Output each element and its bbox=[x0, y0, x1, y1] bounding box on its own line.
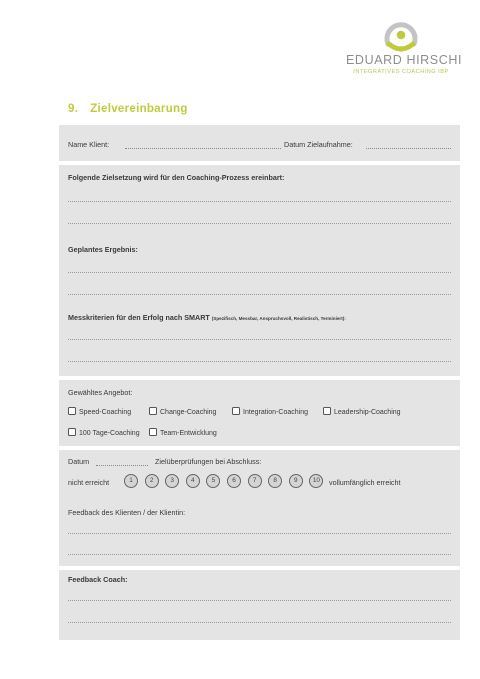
review-date-label: Datum bbox=[68, 457, 90, 466]
rating-circle-3[interactable]: 3 bbox=[165, 474, 179, 488]
person-ring-icon bbox=[381, 18, 421, 52]
rating-circle-10[interactable]: 10 bbox=[309, 474, 323, 488]
offer-option-integration[interactable] bbox=[232, 407, 308, 416]
offer-option-leadership[interactable] bbox=[323, 407, 401, 416]
date-intake-field[interactable] bbox=[366, 148, 451, 149]
not-reached-label: nicht erreicht bbox=[68, 478, 110, 487]
checkbox[interactable] bbox=[68, 428, 76, 436]
review-date-field[interactable] bbox=[96, 465, 148, 466]
checkbox[interactable] bbox=[149, 407, 157, 415]
coach-feedback-line-1[interactable] bbox=[68, 600, 451, 601]
offer-option-label: Team-Entwicklung bbox=[160, 430, 217, 437]
rating-circle-8[interactable]: 8 bbox=[268, 474, 282, 488]
planned-result-label: Geplantes Ergebnis: bbox=[68, 245, 138, 254]
client-name-field[interactable] bbox=[125, 148, 281, 149]
brand-name: EDUARD HIRSCHI bbox=[346, 53, 463, 67]
offer-option-label: Speed-Coaching bbox=[79, 409, 132, 416]
offer-label: Gewähltes Angebot: bbox=[68, 388, 133, 397]
section-number: 9. bbox=[68, 103, 79, 115]
goal-setting-line-2[interactable] bbox=[68, 223, 451, 224]
coach-feedback-panel bbox=[59, 570, 460, 640]
rating-circle-1[interactable]: 1 bbox=[124, 474, 138, 488]
offer-option-label: 100 Tage-Coaching bbox=[79, 430, 140, 437]
offer-option-team[interactable] bbox=[149, 428, 217, 437]
smart-criteria-title: Messkriterien für den Erfolg nach SMART bbox=[68, 313, 210, 322]
offer-option-speed[interactable] bbox=[68, 407, 131, 416]
rating-circle-5[interactable]: 5 bbox=[206, 474, 220, 488]
client-name-label: Name Klient: bbox=[68, 140, 110, 149]
checkbox[interactable] bbox=[232, 407, 240, 415]
goal-setting-line-1[interactable] bbox=[68, 201, 451, 202]
coach-feedback-label: Feedback Coach: bbox=[68, 575, 128, 584]
goals-panel bbox=[59, 165, 460, 376]
offer-option-label: Leadership-Coaching bbox=[334, 409, 401, 416]
coach-feedback-line-2[interactable] bbox=[68, 622, 451, 623]
offer-option-label: Change-Coaching bbox=[160, 409, 217, 416]
section-heading: Zielvereinbarung bbox=[90, 103, 188, 115]
goal-review-label: Zielüberprüfungen bei Abschluss: bbox=[155, 457, 262, 466]
checkbox[interactable] bbox=[149, 428, 157, 436]
offer-panel bbox=[59, 380, 460, 446]
rating-circle-2[interactable]: 2 bbox=[145, 474, 159, 488]
rating-circle-4[interactable]: 4 bbox=[186, 474, 200, 488]
smart-criteria-label bbox=[68, 313, 346, 322]
brand-logo bbox=[346, 18, 463, 75]
goal-setting-label: Folgende Zielsetzung wird für den Coaching-Prozess ereinbart: bbox=[68, 173, 285, 182]
rating-circle-6[interactable]: 6 bbox=[227, 474, 241, 488]
checkbox[interactable] bbox=[68, 407, 76, 415]
smart-criteria-note: (Spezifisch, Messbar, Anspruchsvoll, Realistisch, Terminiert): bbox=[211, 316, 346, 321]
client-panel bbox=[59, 125, 460, 161]
rating-circle-9[interactable]: 9 bbox=[289, 474, 303, 488]
brand-subtitle: INTEGRATIVES COACHING IBP bbox=[353, 69, 449, 75]
smart-criteria-line-2[interactable] bbox=[68, 361, 451, 362]
client-feedback-line-2[interactable] bbox=[68, 554, 451, 555]
date-intake-label: Datum Zielaufnahme: bbox=[284, 140, 353, 149]
client-feedback-line-1[interactable] bbox=[68, 533, 451, 534]
review-panel bbox=[59, 450, 460, 566]
checkbox[interactable] bbox=[323, 407, 331, 415]
offer-option-100-days[interactable] bbox=[68, 428, 140, 437]
smart-criteria-line-1[interactable] bbox=[68, 339, 451, 340]
offer-option-change[interactable] bbox=[149, 407, 216, 416]
offer-option-label: Integration-Coaching bbox=[243, 409, 308, 416]
rating-circle-7[interactable]: 7 bbox=[248, 474, 262, 488]
planned-result-line-2[interactable] bbox=[68, 294, 451, 295]
section-title bbox=[68, 103, 188, 115]
fully-reached-label: vollumfänglich erreicht bbox=[329, 478, 401, 487]
client-feedback-label: Feedback des Klienten / der Klientin: bbox=[68, 508, 186, 517]
planned-result-line-1[interactable] bbox=[68, 272, 451, 273]
